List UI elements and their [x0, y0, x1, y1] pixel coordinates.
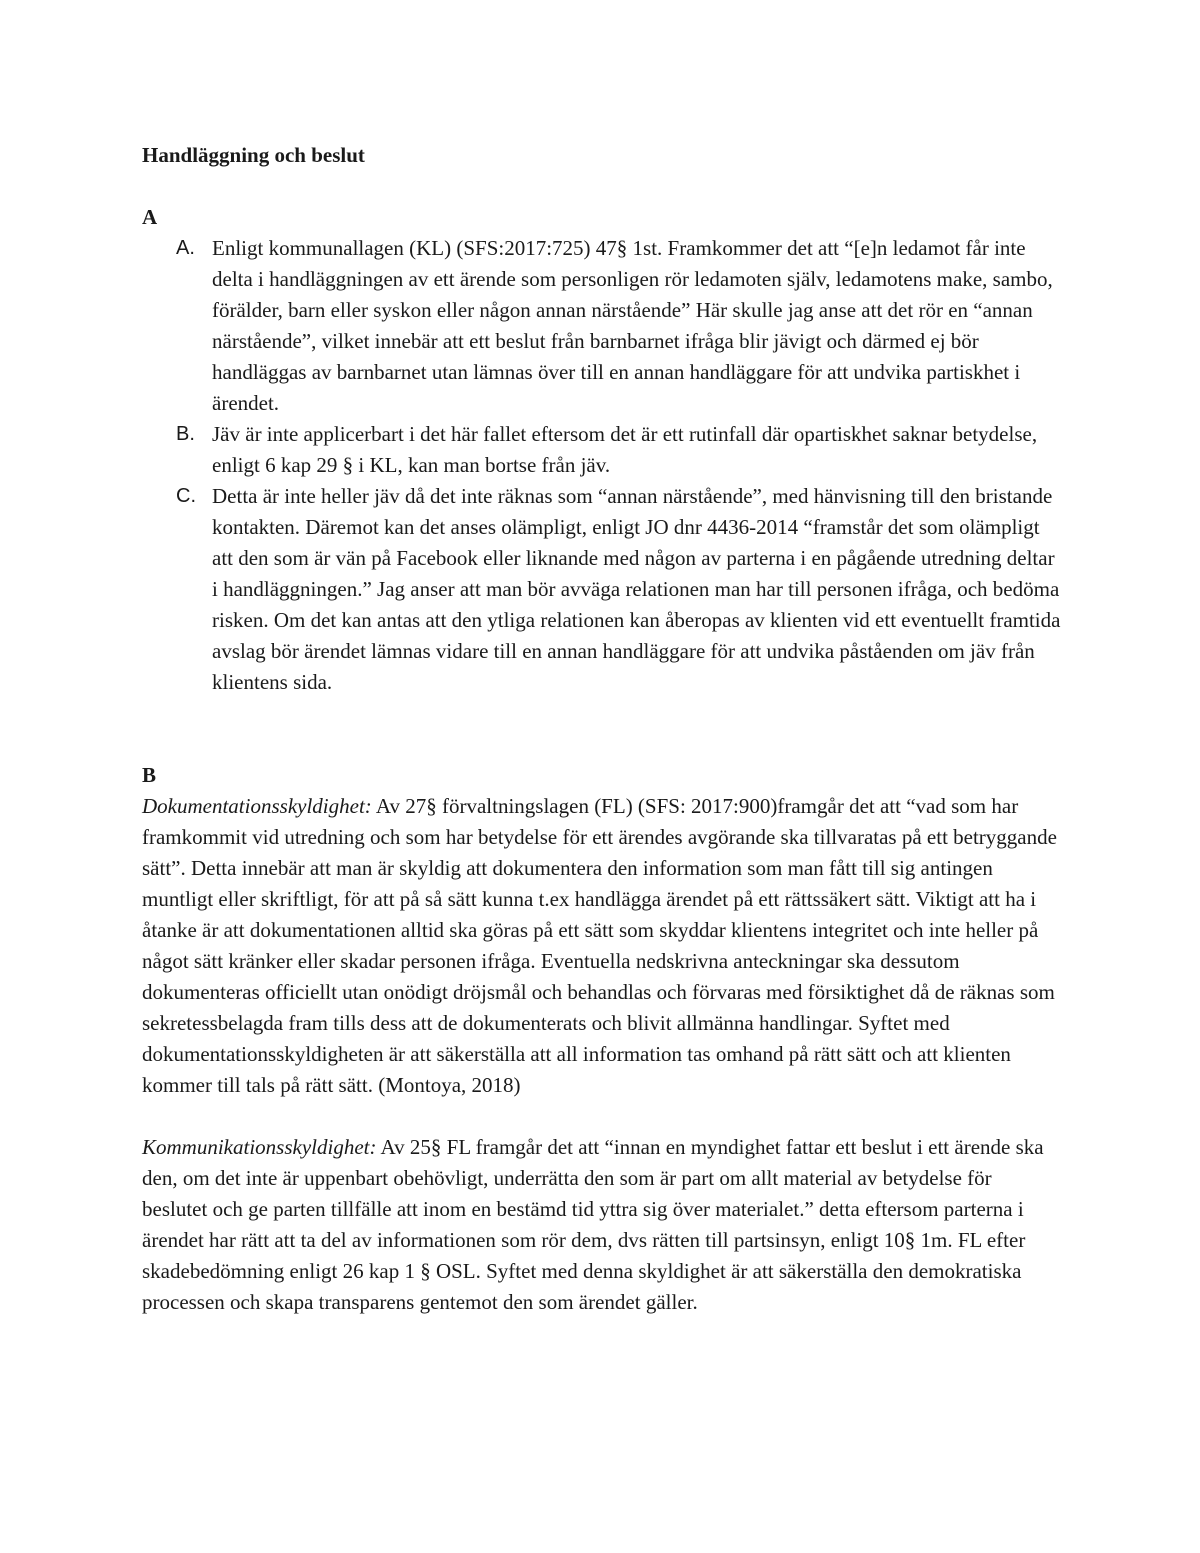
paragraph-lead: Kommunikationsskyldighet: — [142, 1135, 377, 1159]
paragraph-text: Av 25§ FL framgår det att “innan en myndighet fattar ett beslut i ett ärende ska den, om det inte är uppenbart obehövligt, underrätta den som är part om allt material av betydelse för beslutet och ge parten tillfälle att inom en bestämd tid yttra sig över materialet.” detta eftersom parterna i ärendet har rätt att ta del av informationen som rör dem, dvs rätten till partsinsyn, enligt 10§ 1m. FL efter skadebedömning enligt 26 kap 1 § OSL. Syftet med denna skyldighet är att säkerställa den demokratiska processen och skapa transparens gentemot den som ärendet gäller. — [142, 1135, 1044, 1314]
spacer — [142, 1101, 1062, 1132]
spacer — [142, 698, 1062, 760]
list-marker: B. — [176, 423, 195, 445]
paragraph-communication-duty — [142, 1132, 1062, 1318]
list-marker: A. — [176, 237, 195, 259]
section-b-heading: B — [142, 763, 157, 787]
list-item-text: Detta är inte heller jäv då det inte räknas som “annan närstående”, med hänvisning till den bristande kontakten. Däremot kan det anses olämpligt, enligt JO dnr 4436-2014 “framstår det som olämpligt att den som är vän på Facebook eller liknande med någon av parterna i en pågående utredning deltar i handläggningen.” Jag anser att man bör avväga relationen man har till personen ifråga, och bedöma risken. Om det kan antas att den ytliga relationen kan åberopas av klienten vid ett eventuellt framtida avslag bör ärendet lämnas vidare till en annan handläggare för att undvika påståenden om jäv från klientens sida. — [212, 484, 1061, 694]
document-page — [142, 140, 1062, 1318]
list-marker: C. — [176, 485, 196, 507]
document-title: Handläggning och beslut — [142, 143, 365, 167]
list-item — [142, 233, 1062, 419]
paragraph-documentation-duty — [142, 791, 1062, 1101]
section-a-list — [142, 233, 1062, 698]
spacer — [142, 171, 1062, 202]
list-item-text: Jäv är inte applicerbart i det här fallet eftersom det är ett rutinfall där opartiskhet saknar betydelse, enligt 6 kap 29 § i KL, kan man bortse från jäv. — [212, 422, 1038, 477]
list-item-text: Enligt kommunallagen (KL) (SFS:2017:725) 47§ 1st. Framkommer det att “[e]n ledamot får inte delta i handläggningen av ett ärende som personligen rör ledamoten själv, ledamotens make, sambo, förälder, barn eller syskon eller någon annan närstående” Här skulle jag anse att det rör en “annan närstående”, vilket innebär att ett beslut från barnbarnet ifråga blir jävigt och därmed ej bör handläggas av barnbarnet utan lämnas över till en annan handläggare för att undvika partiskhet i ärendet. — [212, 236, 1053, 415]
list-item — [142, 481, 1062, 698]
paragraph-lead: Dokumentationsskyldighet: — [142, 794, 372, 818]
section-a-heading: A — [142, 205, 158, 229]
paragraph-text: Av 27§ förvaltningslagen (FL) (SFS: 2017:900)framgår det att “vad som har framkommit vid utredning och som har betydelse för ett ärendes avgörande ska tillvaratas på ett betryggande sätt”. Detta innebär att man är skyldig att dokumentera den information som man fått till sig antingen muntligt eller skriftligt, för att på så sätt kunna t.ex handlägga ärendet på ett rättssäkert sätt. Viktigt att ha i åtanke är att dokumentationen alltid ska göras på ett sätt som skyddar klientens integritet och inte heller på något sätt kränker eller skadar personen ifråga. Eventuella nedskrivna anteckningar ska dessutom dokumenteras officiellt utan onödigt dröjsmål och behandlas och förvaras med försiktighet då de räknas som sekretessbelagda fram tills dess att de dokumenterats och blivit allmänna handlingar. Syftet med dokumentationsskyldigheten är att säkerställa att all information tas omhand på rätt sätt och att klienten kommer till tals på rätt sätt. (Montoya, 2018) — [142, 794, 1057, 1097]
list-item — [142, 419, 1062, 481]
